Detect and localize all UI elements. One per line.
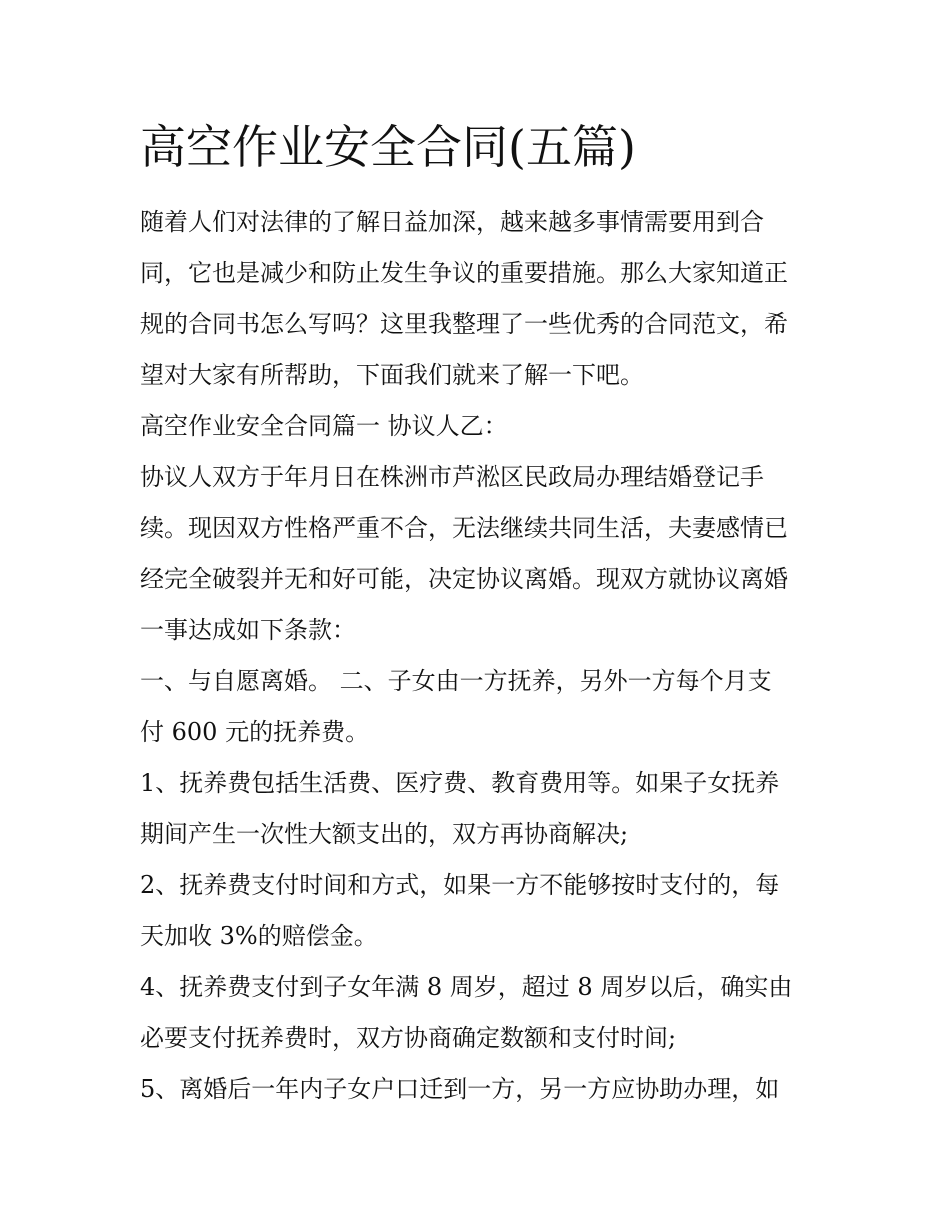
body-line: 必要支付抚养费时，双方协商确定数额和支付时间; — [140, 1024, 677, 1052]
body-line: 一事达成如下条款： — [140, 616, 356, 644]
body-line: 4、抚养费支付到子女年满 8 周岁，超过 8 周岁以后，确实由 — [140, 973, 793, 1001]
document-title: 高空作业安全合同(五篇) — [140, 120, 636, 174]
body-line: 付 600 元的抚养费。 — [140, 718, 370, 746]
body-line: 一、与自愿离婚。 二、子女由一方抚养，另外一方每个月支 — [140, 667, 772, 695]
body-line: 续。现因双方性格严重不合，无法继续共同生活，夫妻感情已 — [140, 514, 788, 542]
body-line: 经完全破裂并无和好可能，决定协议离婚。现双方就协议离婚 — [140, 565, 788, 593]
body-line: 协议人双方于年月日在株洲市芦淞区民政局办理结婚登记手 — [140, 463, 764, 491]
body-line: 同，它也是减少和防止发生争议的重要措施。那么大家知道正 — [140, 259, 788, 287]
body-line: 1、抚养费包括生活费、医疗费、教育费用等。如果子女抚养 — [140, 769, 780, 797]
body-line: 规的合同书怎么写吗？这里我整理了一些优秀的合同范文，希 — [140, 310, 788, 338]
body-line: 2、抚养费支付时间和方式，如果一方不能够按时支付的，每 — [140, 871, 780, 899]
body-line: 期间产生一次性大额支出的，双方再协商解决; — [140, 820, 629, 848]
body-line: 随着人们对法律的了解日益加深，越来越多事情需要用到合 — [140, 208, 764, 236]
body-line: 5、离婚后一年内子女户口迁到一方，另一方应协助办理，如 — [140, 1075, 780, 1103]
section-heading: 高空作业安全合同篇一 协议人乙： — [140, 412, 508, 440]
body-line: 望对大家有所帮助，下面我们就来了解一下吧。 — [140, 361, 644, 389]
body-line: 天加收 3%的赔偿金。 — [140, 922, 378, 950]
